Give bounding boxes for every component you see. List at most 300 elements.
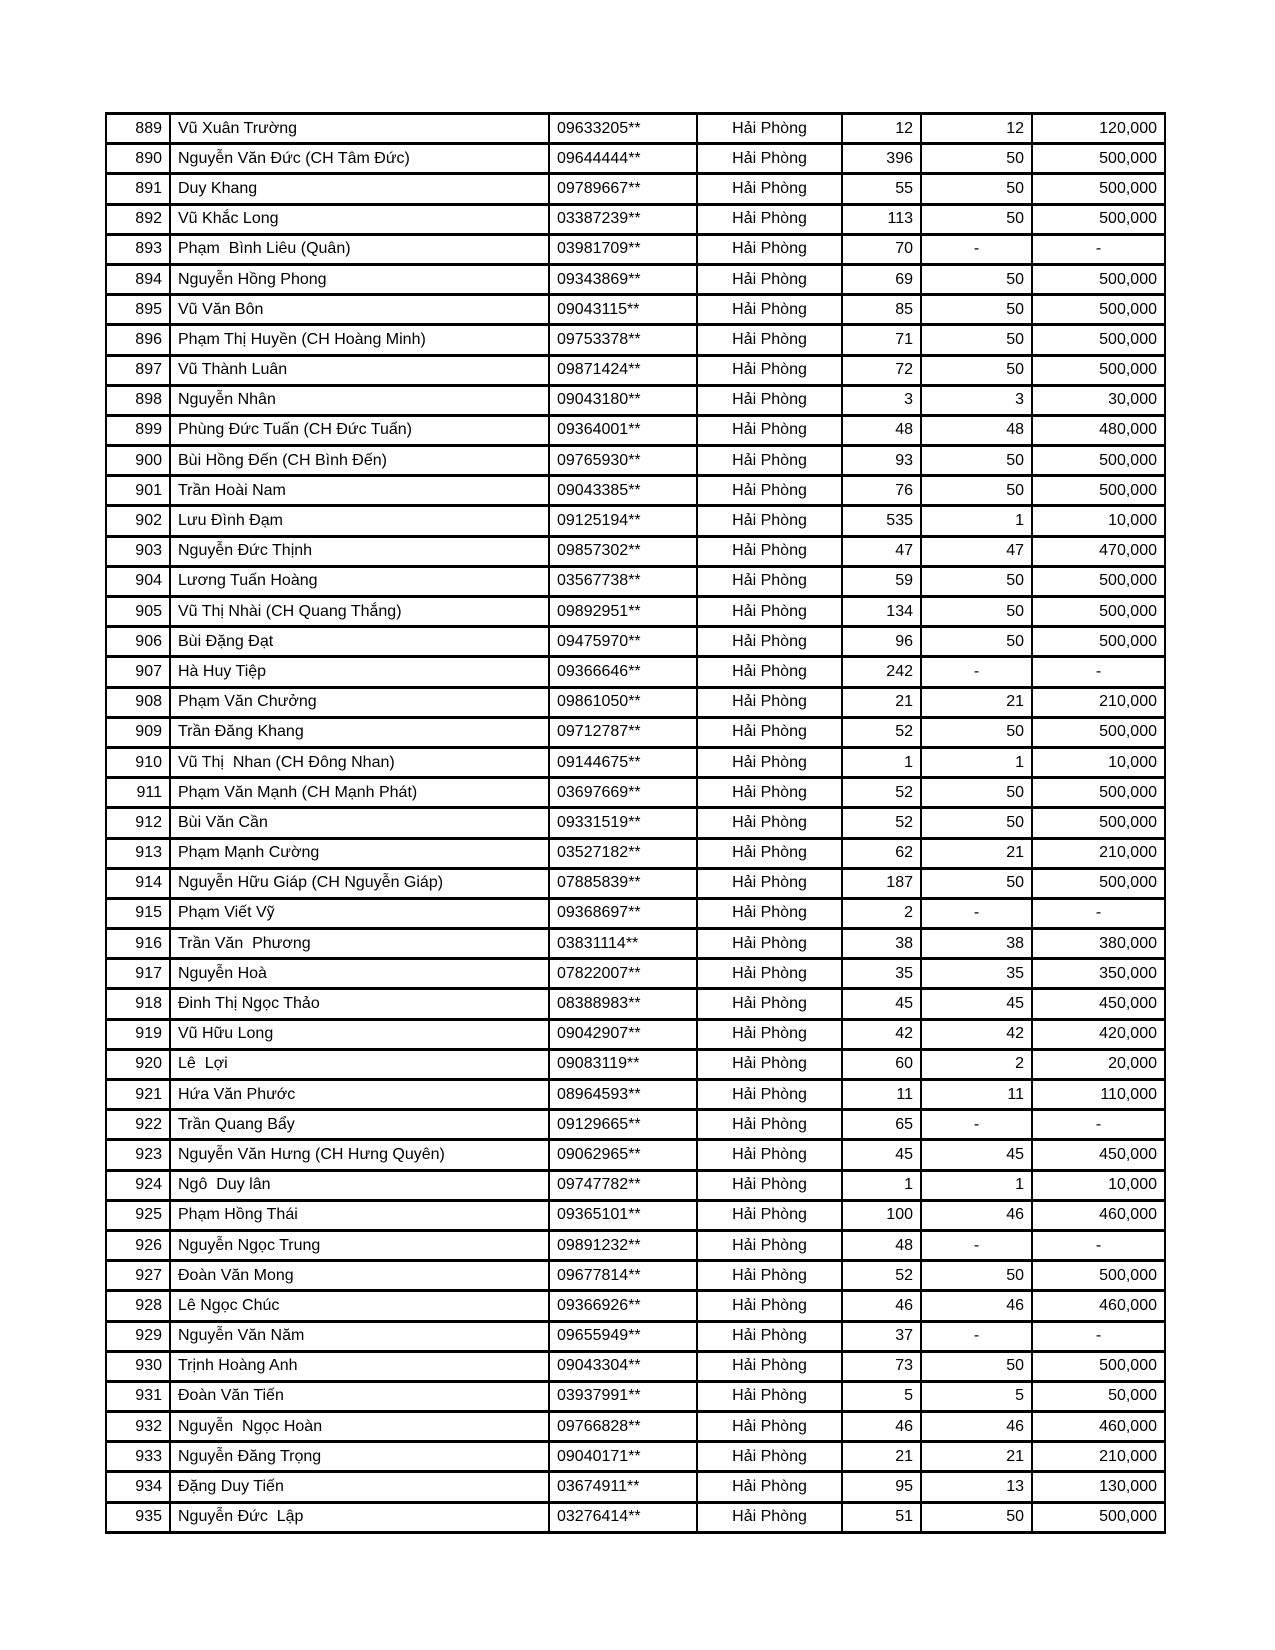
cell-name: Lương Tuấn Hoàng — [170, 566, 549, 596]
cell-paid-quantity: - — [921, 234, 1032, 264]
cell-quantity: 55 — [842, 174, 921, 204]
table-row — [106, 234, 1165, 264]
cell-name: Nguyễn Văn Đức (CH Tâm Đức) — [170, 144, 549, 174]
cell-name: Bùi Hồng Đến (CH Bình Đến) — [170, 446, 549, 476]
cell-paid-quantity: 42 — [921, 1019, 1032, 1049]
cell-phone: 09475970** — [549, 627, 697, 657]
cell-phone: 09366646** — [549, 657, 697, 687]
cell-phone: 09040171** — [549, 1442, 697, 1472]
cell-paid-quantity: 50 — [921, 325, 1032, 355]
cell-province: Hải Phòng — [697, 295, 842, 325]
cell-province: Hải Phòng — [697, 1502, 842, 1532]
cell-quantity: 71 — [842, 325, 921, 355]
cell-quantity: 47 — [842, 536, 921, 566]
cell-quantity: 72 — [842, 355, 921, 385]
cell-phone: 03981709** — [549, 234, 697, 264]
cell-quantity: 85 — [842, 295, 921, 325]
cell-paid-quantity: 3 — [921, 385, 1032, 415]
cell-amount: 460,000 — [1032, 1291, 1165, 1321]
cell-row-number: 896 — [106, 325, 170, 355]
cell-paid-quantity: 46 — [921, 1291, 1032, 1321]
cell-phone: 09083119** — [549, 1049, 697, 1079]
cell-paid-quantity: 47 — [921, 536, 1032, 566]
table-row — [106, 174, 1165, 204]
cell-phone: 03937991** — [549, 1381, 697, 1411]
cell-province: Hải Phòng — [697, 808, 842, 838]
cell-row-number: 925 — [106, 1200, 170, 1230]
table-row — [106, 476, 1165, 506]
cell-row-number: 903 — [106, 536, 170, 566]
cell-amount: 500,000 — [1032, 597, 1165, 627]
cell-name: Trần Văn Phương — [170, 929, 549, 959]
cell-amount: 210,000 — [1032, 838, 1165, 868]
table-row — [106, 1049, 1165, 1079]
cell-quantity: 59 — [842, 566, 921, 596]
cell-phone: 09062965** — [549, 1140, 697, 1170]
cell-row-number: 906 — [106, 627, 170, 657]
table-row — [106, 566, 1165, 596]
cell-row-number: 924 — [106, 1170, 170, 1200]
table-row — [106, 295, 1165, 325]
cell-row-number: 926 — [106, 1230, 170, 1260]
cell-phone: 09871424** — [549, 355, 697, 385]
cell-amount: 500,000 — [1032, 1261, 1165, 1291]
cell-province: Hải Phòng — [697, 1200, 842, 1230]
cell-quantity: 35 — [842, 959, 921, 989]
table-row — [106, 1080, 1165, 1110]
cell-row-number: 916 — [106, 929, 170, 959]
cell-quantity: 48 — [842, 1230, 921, 1260]
cell-quantity: 96 — [842, 627, 921, 657]
cell-row-number: 934 — [106, 1472, 170, 1502]
cell-phone: 03527182** — [549, 838, 697, 868]
cell-amount: 450,000 — [1032, 989, 1165, 1019]
table-row — [106, 1261, 1165, 1291]
cell-phone: 07885839** — [549, 868, 697, 898]
cell-amount: - — [1032, 1110, 1165, 1140]
cell-quantity: 113 — [842, 204, 921, 234]
cell-name: Đoàn Văn Mong — [170, 1261, 549, 1291]
cell-province: Hải Phòng — [697, 1261, 842, 1291]
cell-paid-quantity: - — [921, 1321, 1032, 1351]
cell-paid-quantity: 50 — [921, 446, 1032, 476]
cell-phone: 09364001** — [549, 415, 697, 445]
cell-name: Vũ Văn Bôn — [170, 295, 549, 325]
table-row — [106, 687, 1165, 717]
cell-province: Hải Phòng — [697, 717, 842, 747]
cell-row-number: 931 — [106, 1381, 170, 1411]
cell-name: Nguyễn Văn Hưng (CH Hưng Quyên) — [170, 1140, 549, 1170]
cell-amount: 480,000 — [1032, 415, 1165, 445]
cell-quantity: 100 — [842, 1200, 921, 1230]
cell-paid-quantity: 50 — [921, 627, 1032, 657]
cell-quantity: 3 — [842, 385, 921, 415]
cell-amount: - — [1032, 1230, 1165, 1260]
cell-amount: 450,000 — [1032, 1140, 1165, 1170]
table-row — [106, 446, 1165, 476]
cell-amount: 500,000 — [1032, 325, 1165, 355]
cell-paid-quantity: 5 — [921, 1381, 1032, 1411]
cell-province: Hải Phòng — [697, 898, 842, 928]
cell-paid-quantity: 50 — [921, 355, 1032, 385]
table-row — [106, 536, 1165, 566]
cell-row-number: 893 — [106, 234, 170, 264]
cell-quantity: 45 — [842, 1140, 921, 1170]
table-row — [106, 114, 1165, 144]
cell-row-number: 929 — [106, 1321, 170, 1351]
cell-paid-quantity: 21 — [921, 1442, 1032, 1472]
cell-name: Hà Huy Tiệp — [170, 657, 549, 687]
cell-quantity: 62 — [842, 838, 921, 868]
cell-row-number: 889 — [106, 114, 170, 144]
cell-row-number: 923 — [106, 1140, 170, 1170]
cell-amount: 500,000 — [1032, 446, 1165, 476]
cell-amount: 500,000 — [1032, 778, 1165, 808]
cell-amount: 350,000 — [1032, 959, 1165, 989]
cell-amount: 20,000 — [1032, 1049, 1165, 1079]
table-row — [106, 1472, 1165, 1502]
cell-province: Hải Phòng — [697, 325, 842, 355]
cell-quantity: 52 — [842, 808, 921, 838]
cell-paid-quantity: 2 — [921, 1049, 1032, 1079]
cell-phone: 08964593** — [549, 1080, 697, 1110]
cell-name: Lê Ngọc Chúc — [170, 1291, 549, 1321]
cell-province: Hải Phòng — [697, 838, 842, 868]
cell-paid-quantity: 50 — [921, 868, 1032, 898]
cell-row-number: 932 — [106, 1412, 170, 1442]
cell-name: Đinh Thị Ngọc Thảo — [170, 989, 549, 1019]
cell-row-number: 897 — [106, 355, 170, 385]
cell-row-number: 909 — [106, 717, 170, 747]
cell-amount: 500,000 — [1032, 627, 1165, 657]
cell-name: Phạm Viết Vỹ — [170, 898, 549, 928]
table-row — [106, 1200, 1165, 1230]
cell-name: Phạm Hồng Thái — [170, 1200, 549, 1230]
payment-table-body — [106, 114, 1165, 1533]
table-row — [106, 1230, 1165, 1260]
cell-province: Hải Phòng — [697, 1080, 842, 1110]
cell-row-number: 898 — [106, 385, 170, 415]
cell-province: Hải Phòng — [697, 1019, 842, 1049]
cell-name: Vũ Xuân Trường — [170, 114, 549, 144]
cell-quantity: 46 — [842, 1291, 921, 1321]
table-row — [106, 808, 1165, 838]
cell-phone: 08388983** — [549, 989, 697, 1019]
cell-quantity: 76 — [842, 476, 921, 506]
cell-paid-quantity: 48 — [921, 415, 1032, 445]
cell-province: Hải Phòng — [697, 1291, 842, 1321]
cell-paid-quantity: 1 — [921, 1170, 1032, 1200]
cell-row-number: 901 — [106, 476, 170, 506]
cell-amount: 460,000 — [1032, 1200, 1165, 1230]
cell-paid-quantity: 50 — [921, 144, 1032, 174]
cell-phone: 09043180** — [549, 385, 697, 415]
cell-phone: 07822007** — [549, 959, 697, 989]
cell-amount: 420,000 — [1032, 1019, 1165, 1049]
cell-phone: 03674911** — [549, 1472, 697, 1502]
cell-phone: 09753378** — [549, 325, 697, 355]
cell-phone: 03567738** — [549, 566, 697, 596]
cell-paid-quantity: 50 — [921, 717, 1032, 747]
cell-quantity: 45 — [842, 989, 921, 1019]
cell-phone: 09125194** — [549, 506, 697, 536]
cell-amount: 500,000 — [1032, 808, 1165, 838]
cell-name: Phạm Văn Mạnh (CH Mạnh Phát) — [170, 778, 549, 808]
cell-province: Hải Phòng — [697, 415, 842, 445]
table-row — [106, 959, 1165, 989]
cell-phone: 09766828** — [549, 1412, 697, 1442]
cell-phone: 09331519** — [549, 808, 697, 838]
cell-province: Hải Phòng — [697, 1230, 842, 1260]
cell-name: Nguyễn Hữu Giáp (CH Nguyễn Giáp) — [170, 868, 549, 898]
cell-quantity: 38 — [842, 929, 921, 959]
cell-paid-quantity: 38 — [921, 929, 1032, 959]
cell-row-number: 930 — [106, 1351, 170, 1381]
cell-phone: 09343869** — [549, 264, 697, 294]
cell-row-number: 914 — [106, 868, 170, 898]
cell-province: Hải Phòng — [697, 959, 842, 989]
cell-province: Hải Phòng — [697, 778, 842, 808]
cell-row-number: 927 — [106, 1261, 170, 1291]
cell-province: Hải Phòng — [697, 1140, 842, 1170]
cell-phone: 03831114** — [549, 929, 697, 959]
cell-amount: 500,000 — [1032, 476, 1165, 506]
table-row — [106, 506, 1165, 536]
cell-amount: 500,000 — [1032, 144, 1165, 174]
cell-province: Hải Phòng — [697, 1442, 842, 1472]
cell-name: Nguyễn Đức Thịnh — [170, 536, 549, 566]
cell-quantity: 51 — [842, 1502, 921, 1532]
cell-name: Vũ Thị Nhan (CH Đông Nhan) — [170, 747, 549, 777]
cell-quantity: 396 — [842, 144, 921, 174]
cell-paid-quantity: 12 — [921, 114, 1032, 144]
table-row — [106, 778, 1165, 808]
cell-paid-quantity: 50 — [921, 476, 1032, 506]
cell-name: Ngô Duy lân — [170, 1170, 549, 1200]
cell-amount: 120,000 — [1032, 114, 1165, 144]
table-row — [106, 1412, 1165, 1442]
cell-quantity: 95 — [842, 1472, 921, 1502]
cell-amount: 460,000 — [1032, 1412, 1165, 1442]
cell-province: Hải Phòng — [697, 1321, 842, 1351]
cell-province: Hải Phòng — [697, 385, 842, 415]
cell-row-number: 911 — [106, 778, 170, 808]
cell-province: Hải Phòng — [697, 144, 842, 174]
table-row — [106, 1351, 1165, 1381]
cell-name: Vũ Hữu Long — [170, 1019, 549, 1049]
table-row — [106, 898, 1165, 928]
cell-name: Nguyễn Ngọc Trung — [170, 1230, 549, 1260]
cell-paid-quantity: - — [921, 898, 1032, 928]
cell-phone: 09712787** — [549, 717, 697, 747]
cell-row-number: 907 — [106, 657, 170, 687]
cell-phone: 09789667** — [549, 174, 697, 204]
table-row — [106, 838, 1165, 868]
cell-phone: 09129665** — [549, 1110, 697, 1140]
table-row — [106, 717, 1165, 747]
cell-amount: 380,000 — [1032, 929, 1165, 959]
cell-quantity: 535 — [842, 506, 921, 536]
cell-row-number: 920 — [106, 1049, 170, 1079]
cell-name: Bùi Đặng Đạt — [170, 627, 549, 657]
cell-quantity: 52 — [842, 717, 921, 747]
cell-row-number: 928 — [106, 1291, 170, 1321]
table-row — [106, 747, 1165, 777]
cell-phone: 09633205** — [549, 114, 697, 144]
cell-quantity: 52 — [842, 1261, 921, 1291]
cell-phone: 09042907** — [549, 1019, 697, 1049]
cell-quantity: 242 — [842, 657, 921, 687]
cell-paid-quantity: 50 — [921, 1351, 1032, 1381]
cell-phone: 03387239** — [549, 204, 697, 234]
cell-province: Hải Phòng — [697, 1049, 842, 1079]
cell-quantity: 52 — [842, 778, 921, 808]
cell-row-number: 894 — [106, 264, 170, 294]
cell-row-number: 919 — [106, 1019, 170, 1049]
table-row — [106, 1442, 1165, 1472]
cell-name: Duy Khang — [170, 174, 549, 204]
cell-amount: 470,000 — [1032, 536, 1165, 566]
cell-province: Hải Phòng — [697, 204, 842, 234]
cell-row-number: 917 — [106, 959, 170, 989]
cell-quantity: 65 — [842, 1110, 921, 1140]
cell-amount: 130,000 — [1032, 1472, 1165, 1502]
cell-row-number: 915 — [106, 898, 170, 928]
cell-province: Hải Phòng — [697, 989, 842, 1019]
cell-phone: 09765930** — [549, 446, 697, 476]
cell-name: Lưu Đình Đạm — [170, 506, 549, 536]
cell-row-number: 912 — [106, 808, 170, 838]
cell-paid-quantity: 21 — [921, 687, 1032, 717]
cell-phone: 09368697** — [549, 898, 697, 928]
cell-paid-quantity: 1 — [921, 506, 1032, 536]
cell-quantity: 69 — [842, 264, 921, 294]
cell-province: Hải Phòng — [697, 234, 842, 264]
cell-amount: 10,000 — [1032, 1170, 1165, 1200]
cell-name: Nguyễn Ngọc Hoàn — [170, 1412, 549, 1442]
cell-amount: 500,000 — [1032, 174, 1165, 204]
cell-row-number: 935 — [106, 1502, 170, 1532]
table-row — [106, 989, 1165, 1019]
cell-name: Trần Hoài Nam — [170, 476, 549, 506]
cell-amount: 10,000 — [1032, 747, 1165, 777]
cell-row-number: 899 — [106, 415, 170, 445]
table-row — [106, 1170, 1165, 1200]
cell-paid-quantity: 13 — [921, 1472, 1032, 1502]
table-row — [106, 204, 1165, 234]
cell-paid-quantity: - — [921, 657, 1032, 687]
cell-quantity: 46 — [842, 1412, 921, 1442]
cell-paid-quantity: 50 — [921, 264, 1032, 294]
cell-row-number: 890 — [106, 144, 170, 174]
cell-amount: 50,000 — [1032, 1381, 1165, 1411]
cell-name: Lê Lợi — [170, 1049, 549, 1079]
cell-province: Hải Phòng — [697, 1381, 842, 1411]
cell-name: Phạm Văn Chưởng — [170, 687, 549, 717]
table-row — [106, 1502, 1165, 1532]
cell-paid-quantity: 1 — [921, 747, 1032, 777]
cell-province: Hải Phòng — [697, 1110, 842, 1140]
cell-province: Hải Phòng — [697, 747, 842, 777]
cell-paid-quantity: 50 — [921, 174, 1032, 204]
cell-province: Hải Phòng — [697, 1351, 842, 1381]
cell-amount: - — [1032, 234, 1165, 264]
cell-paid-quantity: 11 — [921, 1080, 1032, 1110]
cell-row-number: 895 — [106, 295, 170, 325]
cell-amount: 500,000 — [1032, 204, 1165, 234]
cell-province: Hải Phòng — [697, 566, 842, 596]
cell-paid-quantity: 50 — [921, 204, 1032, 234]
cell-province: Hải Phòng — [697, 476, 842, 506]
cell-paid-quantity: 35 — [921, 959, 1032, 989]
cell-amount: 500,000 — [1032, 717, 1165, 747]
table-row — [106, 1321, 1165, 1351]
cell-amount: 110,000 — [1032, 1080, 1165, 1110]
cell-row-number: 922 — [106, 1110, 170, 1140]
cell-row-number: 910 — [106, 747, 170, 777]
cell-name: Bùi Văn Cần — [170, 808, 549, 838]
cell-paid-quantity: - — [921, 1230, 1032, 1260]
cell-province: Hải Phòng — [697, 446, 842, 476]
cell-row-number: 921 — [106, 1080, 170, 1110]
cell-name: Nguyễn Nhân — [170, 385, 549, 415]
cell-paid-quantity: 45 — [921, 989, 1032, 1019]
cell-province: Hải Phòng — [697, 597, 842, 627]
cell-amount: 500,000 — [1032, 868, 1165, 898]
table-row — [106, 627, 1165, 657]
cell-phone: 09892951** — [549, 597, 697, 627]
cell-phone: 09043385** — [549, 476, 697, 506]
cell-quantity: 37 — [842, 1321, 921, 1351]
cell-quantity: 42 — [842, 1019, 921, 1049]
table-row — [106, 1291, 1165, 1321]
cell-province: Hải Phòng — [697, 174, 842, 204]
cell-amount: 500,000 — [1032, 1351, 1165, 1381]
table-row — [106, 657, 1165, 687]
cell-province: Hải Phòng — [697, 355, 842, 385]
cell-phone: 09043115** — [549, 295, 697, 325]
cell-name: Phùng Đức Tuấn (CH Đức Tuấn) — [170, 415, 549, 445]
cell-phone: 09144675** — [549, 747, 697, 777]
cell-quantity: 134 — [842, 597, 921, 627]
cell-phone: 09857302** — [549, 536, 697, 566]
cell-province: Hải Phòng — [697, 506, 842, 536]
cell-name: Vũ Thị Nhài (CH Quang Thắng) — [170, 597, 549, 627]
cell-name: Trần Đăng Khang — [170, 717, 549, 747]
cell-paid-quantity: 45 — [921, 1140, 1032, 1170]
table-row — [106, 415, 1165, 445]
table-row — [106, 385, 1165, 415]
cell-phone: 09043304** — [549, 1351, 697, 1381]
table-row — [106, 929, 1165, 959]
cell-phone: 09365101** — [549, 1200, 697, 1230]
cell-quantity: 1 — [842, 1170, 921, 1200]
cell-amount: 500,000 — [1032, 264, 1165, 294]
cell-province: Hải Phòng — [697, 536, 842, 566]
cell-paid-quantity: 50 — [921, 597, 1032, 627]
cell-amount: 500,000 — [1032, 295, 1165, 325]
table-row — [106, 868, 1165, 898]
table-row — [106, 1019, 1165, 1049]
cell-row-number: 905 — [106, 597, 170, 627]
cell-province: Hải Phòng — [697, 657, 842, 687]
cell-paid-quantity: - — [921, 1110, 1032, 1140]
cell-paid-quantity: 50 — [921, 808, 1032, 838]
cell-quantity: 48 — [842, 415, 921, 445]
cell-amount: - — [1032, 1321, 1165, 1351]
cell-quantity: 70 — [842, 234, 921, 264]
cell-quantity: 21 — [842, 1442, 921, 1472]
